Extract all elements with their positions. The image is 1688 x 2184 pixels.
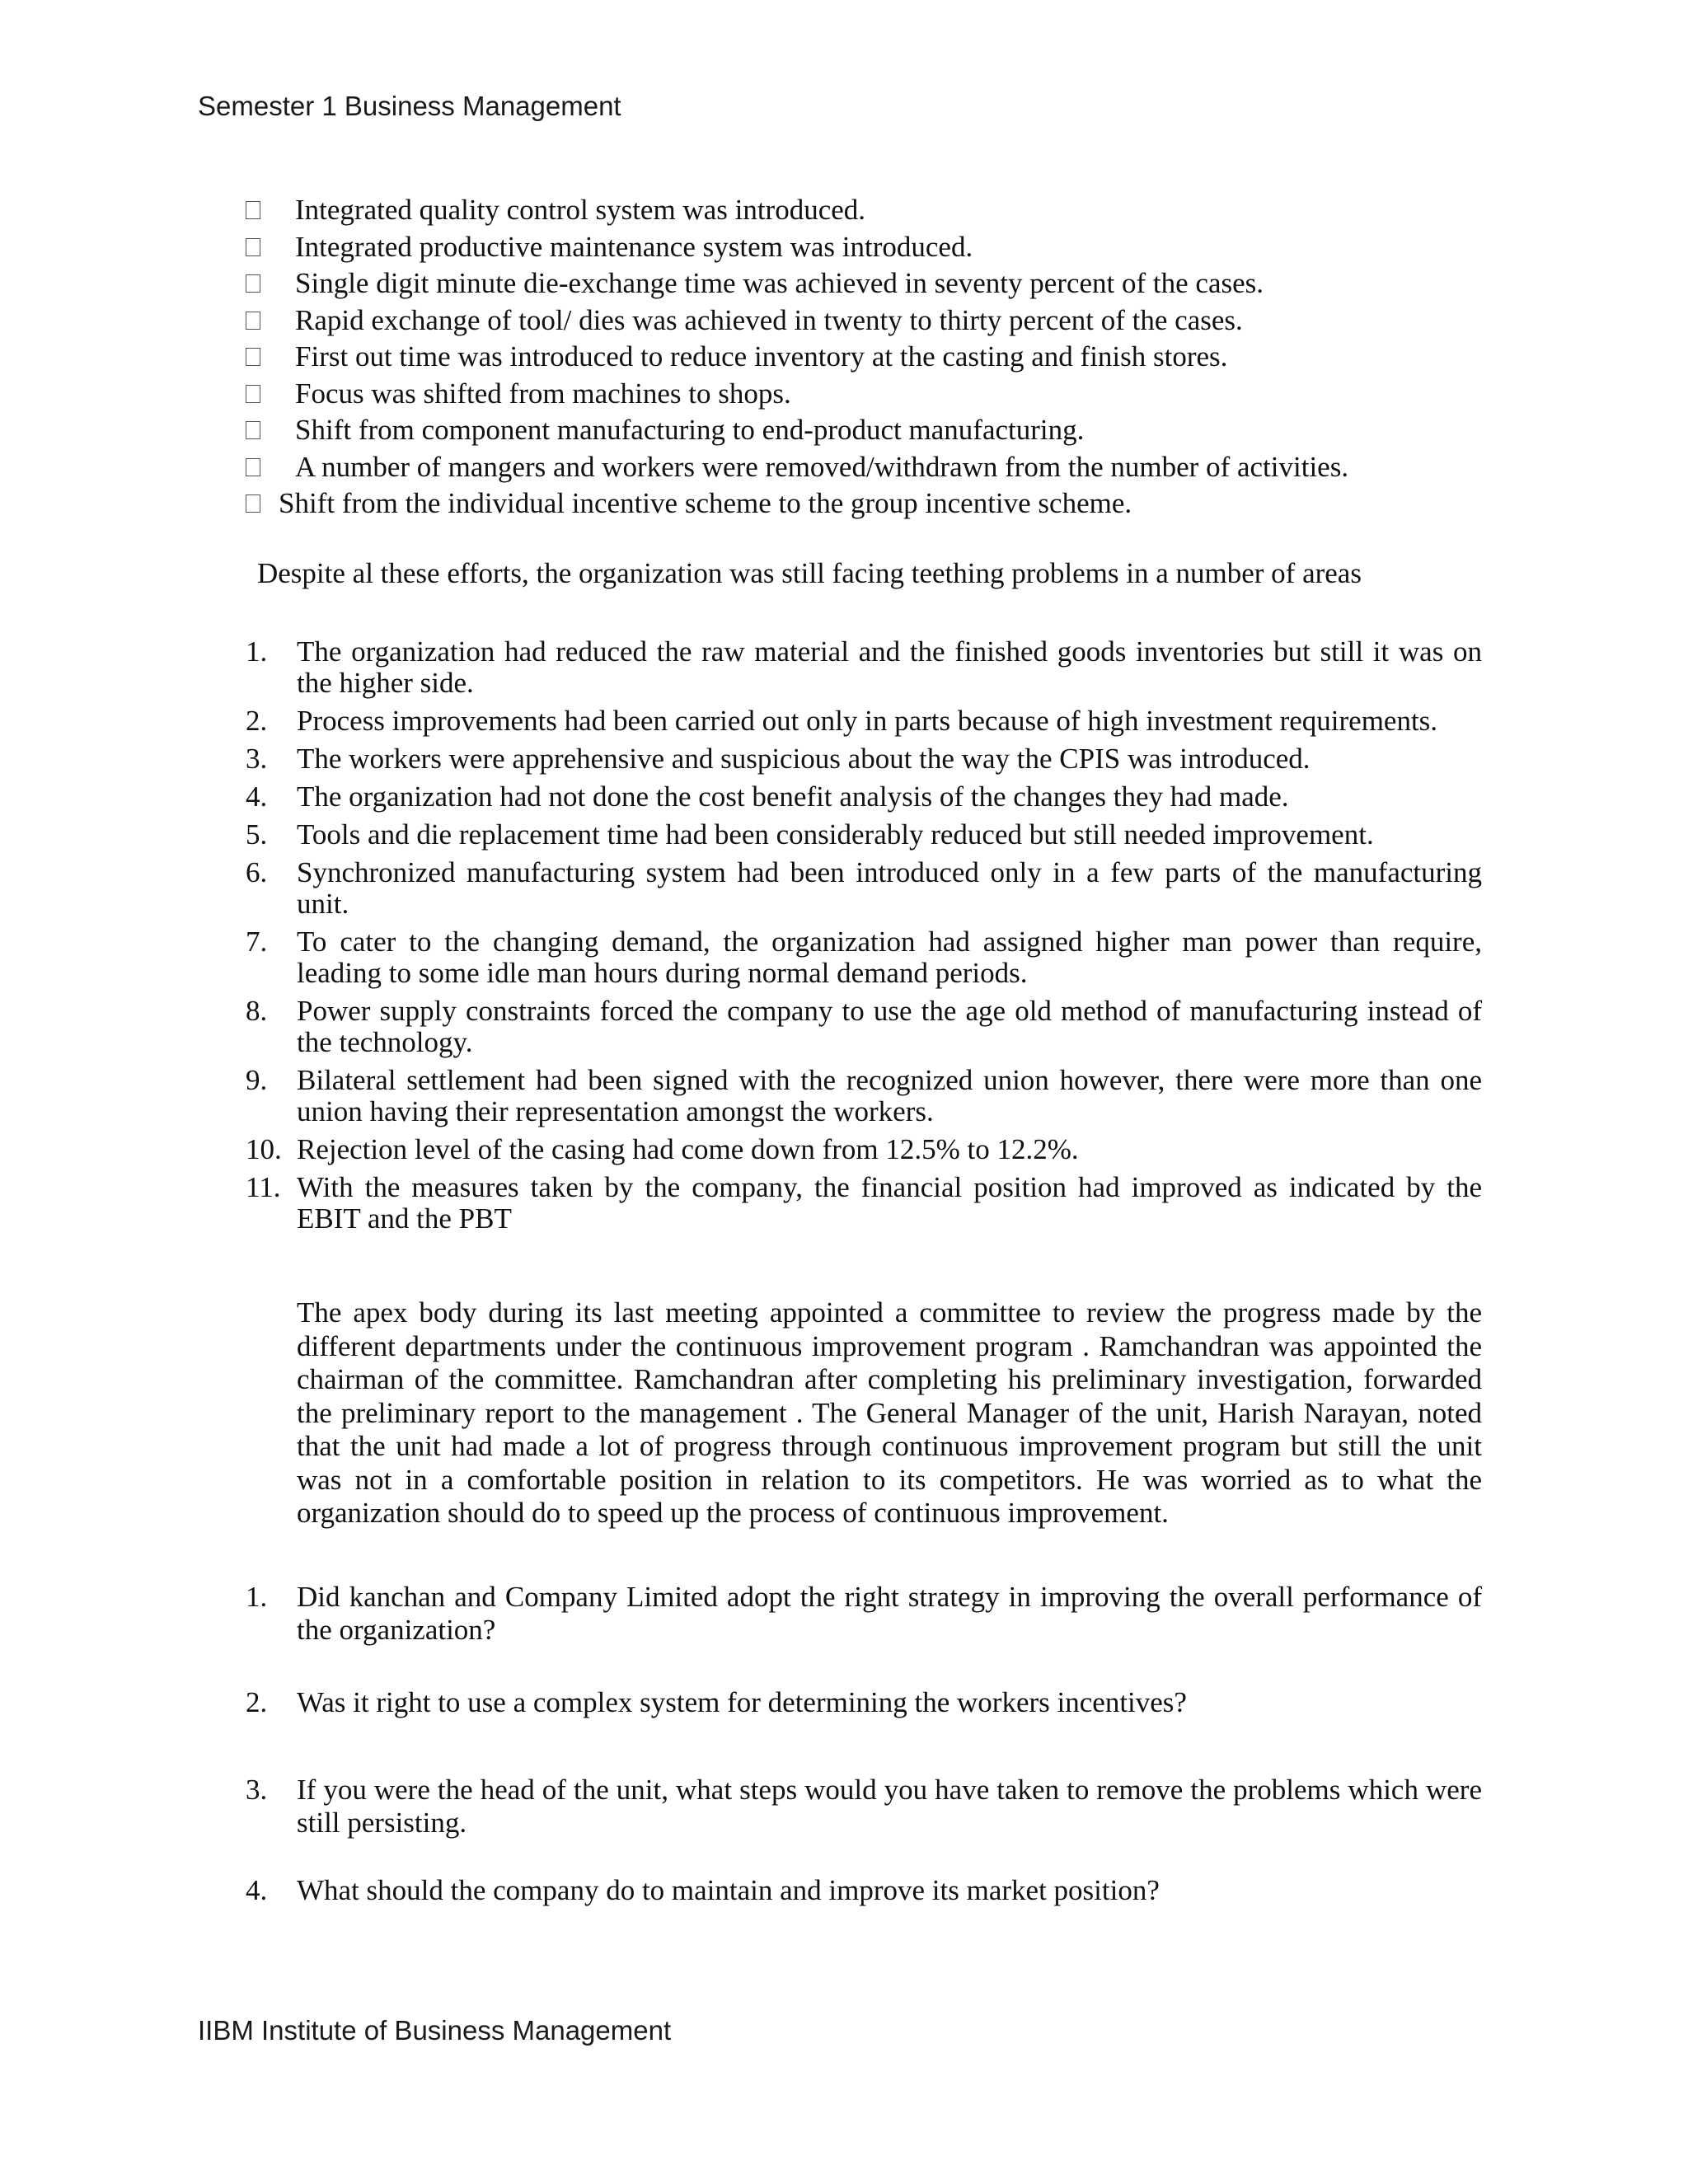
item-number: 3. bbox=[246, 743, 268, 775]
item-text: The workers were apprehensive and suspicious about the way the CPIS was introduced. bbox=[297, 743, 1311, 775]
bullet-item bbox=[246, 485, 1498, 523]
item-number: 7. bbox=[246, 926, 268, 958]
bullet-box-icon bbox=[246, 458, 260, 476]
item-text: The organization had reduced the raw material and the finished goods inventories but still it was on the higher side. bbox=[297, 635, 1482, 699]
bullet-text: A number of mangers and workers were removed/withdrawn from the number of activities. bbox=[295, 450, 1349, 483]
bullet-text: Shift from the individual incentive scheme to the group incentive scheme. bbox=[279, 487, 1132, 519]
bullet-text: First out time was introduced to reduce inventory at the casting and finish stores. bbox=[295, 340, 1228, 373]
problem-item bbox=[246, 705, 1482, 737]
item-text: Synchronized manufacturing system had been introduced only in a few parts of the manufacturing unit. bbox=[297, 856, 1482, 920]
item-text: Bilateral settlement had been signed with the recognized union however, there were more than one union having their representation amongst the workers. bbox=[297, 1064, 1482, 1127]
item-number: 11. bbox=[246, 1171, 281, 1203]
item-text: To cater to the changing demand, the organization had assigned higher man power than require, leading to some idle man hours during normal demand periods. bbox=[297, 926, 1482, 989]
problem-item bbox=[246, 636, 1482, 699]
problems-list bbox=[246, 636, 1482, 1241]
problem-item bbox=[246, 926, 1482, 989]
item-number: 10. bbox=[246, 1133, 282, 1165]
item-text: Process improvements had been carried out only in parts because of high investment requirements. bbox=[297, 705, 1438, 737]
bullet-box-icon bbox=[246, 201, 260, 219]
bullet-text: Integrated productive maintenance system was introduced. bbox=[295, 230, 973, 263]
question-item bbox=[246, 1874, 1482, 1907]
bullet-item bbox=[246, 376, 1498, 413]
item-number: 5. bbox=[246, 818, 268, 851]
bullet-item bbox=[246, 412, 1498, 449]
item-number: 9. bbox=[246, 1064, 268, 1096]
problem-item bbox=[246, 1172, 1482, 1235]
item-number: 1. bbox=[246, 635, 268, 668]
problem-item bbox=[246, 1134, 1482, 1165]
item-number: 2. bbox=[246, 705, 268, 737]
item-text: The organization had not done the cost benefit analysis of the changes they had made. bbox=[297, 780, 1289, 813]
item-number: 1. bbox=[246, 1581, 268, 1613]
problem-item bbox=[246, 857, 1482, 920]
item-number: 4. bbox=[246, 780, 268, 813]
bullet-item bbox=[246, 265, 1498, 302]
problem-item bbox=[246, 1065, 1482, 1127]
questions-list bbox=[246, 1581, 1482, 1907]
question-item bbox=[246, 1686, 1482, 1719]
item-text: Did kanchan and Company Limited adopt the right strategy in improving the overall performance of the organization? bbox=[297, 1581, 1482, 1646]
bullet-box-icon bbox=[246, 494, 260, 513]
page-footer: IIBM Institute of Business Management bbox=[198, 2015, 672, 2046]
bullet-item bbox=[246, 192, 1498, 229]
item-text: With the measures taken by the company, the financial position had improved as indicated by the EBIT and the PBT bbox=[297, 1171, 1482, 1235]
bullet-text: Integrated quality control system was introduced. bbox=[295, 194, 866, 226]
page-header: Semester 1 Business Management bbox=[198, 91, 621, 121]
item-number: 8. bbox=[246, 995, 268, 1027]
item-text: Power supply constraints forced the company to use the age old method of manufacturing instead of the technology. bbox=[297, 995, 1482, 1058]
bullet-item bbox=[246, 339, 1498, 376]
item-number: 4. bbox=[246, 1874, 268, 1906]
problem-item bbox=[246, 996, 1482, 1058]
bullet-box-icon bbox=[246, 385, 260, 403]
bullet-box-icon bbox=[246, 348, 260, 366]
item-text: Rejection level of the casing had come down from 12.5% to 12.2%. bbox=[297, 1133, 1079, 1165]
bullet-box-icon bbox=[246, 312, 260, 330]
problem-item bbox=[246, 781, 1482, 813]
bullet-item bbox=[246, 449, 1498, 486]
bullet-item bbox=[246, 302, 1498, 340]
bullet-item bbox=[246, 229, 1498, 266]
question-item bbox=[246, 1774, 1482, 1840]
item-number: 6. bbox=[246, 856, 268, 888]
problems-intro: Despite al these efforts, the organization was still facing teething problems in a number of areas bbox=[257, 557, 1362, 589]
bullet-text: Single digit minute die-exchange time was achieved in seventy percent of the cases. bbox=[295, 267, 1264, 299]
problem-item bbox=[246, 743, 1482, 775]
measures-bullet-list bbox=[246, 192, 1498, 523]
item-text: What should the company do to maintain and improve its market position? bbox=[297, 1874, 1160, 1906]
item-number: 2. bbox=[246, 1686, 268, 1718]
bullet-box-icon bbox=[246, 238, 260, 256]
item-text: Was it right to use a complex system for determining the workers incentives? bbox=[297, 1686, 1187, 1718]
bullet-box-icon bbox=[246, 421, 260, 439]
committee-paragraph: The apex body during its last meeting appointed a committee to review the progress made by the different departments under the continuous improvement program . Ramchandran was appointed the chairman of the committee. Ramchandran after completing his preliminary investigation, forwarded the preliminary report to the management . The General Manager of the unit, Harish Narayan, noted that the unit had made a lot of progress through continuous improvement program but still the unit was not in a comfortable position in relation to its competitors. He was worried as to what the organization should do to speed up the process of continuous improvement. bbox=[297, 1296, 1482, 1529]
item-number: 3. bbox=[246, 1774, 268, 1806]
item-text: Tools and die replacement time had been considerably reduced but still needed improvement. bbox=[297, 818, 1374, 851]
question-item bbox=[246, 1581, 1482, 1647]
bullet-text: Rapid exchange of tool/ dies was achieved in twenty to thirty percent of the cases. bbox=[295, 303, 1243, 336]
bullet-text: Focus was shifted from machines to shops. bbox=[295, 377, 791, 410]
problem-item bbox=[246, 819, 1482, 851]
item-text: If you were the head of the unit, what steps would you have taken to remove the problems which were still persisting. bbox=[297, 1774, 1482, 1839]
bullet-box-icon bbox=[246, 274, 260, 293]
bullet-text: Shift from component manufacturing to end-product manufacturing. bbox=[295, 414, 1085, 446]
